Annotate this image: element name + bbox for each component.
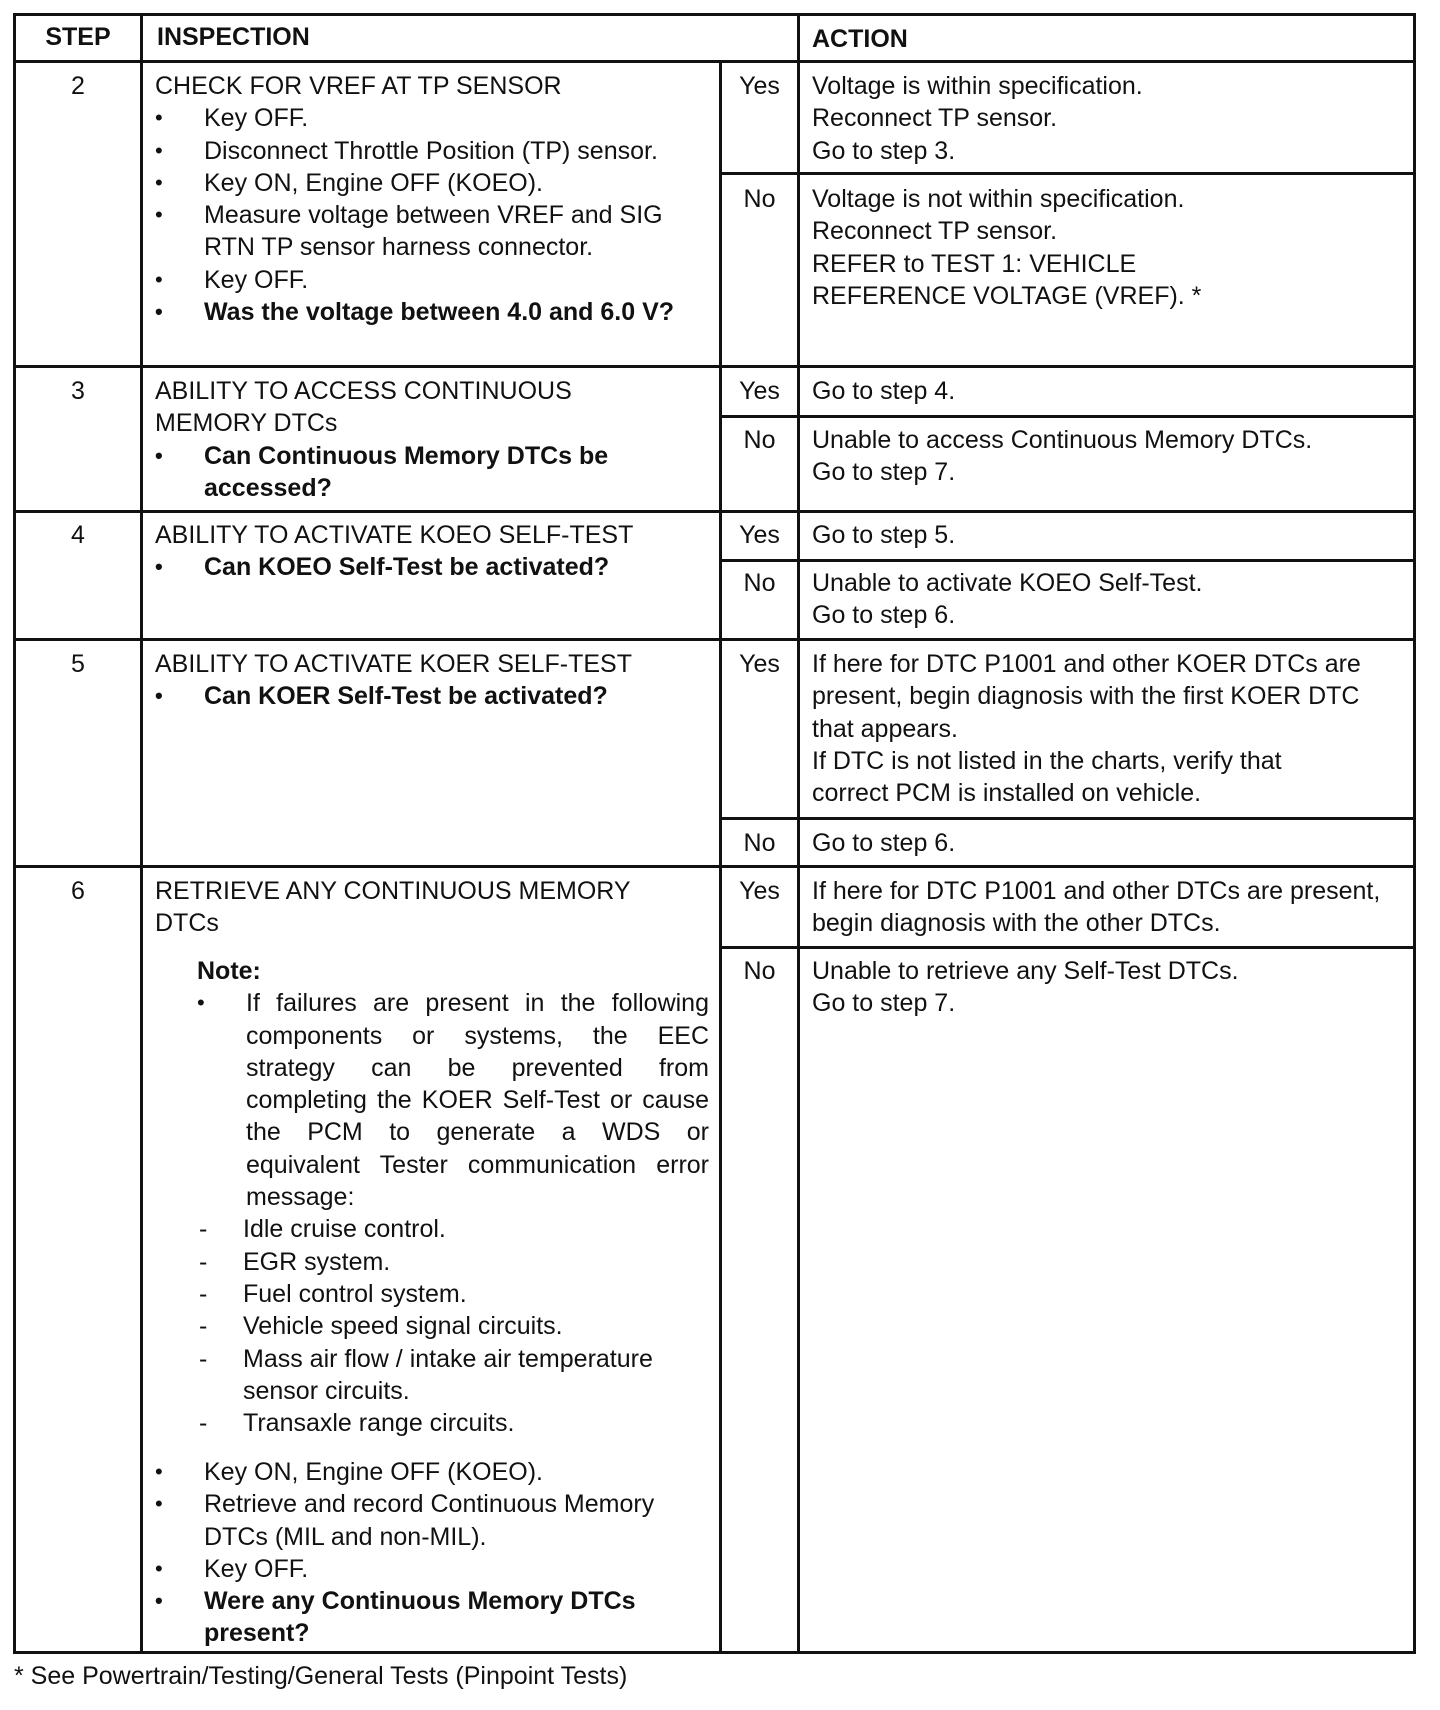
action-line: Go to step 7. bbox=[812, 989, 956, 1018]
list-item: • Key ON, Engine OFF (KOEO). bbox=[155, 1456, 714, 1488]
header-action: ACTION bbox=[812, 25, 908, 53]
footnote: * See Powertrain/Testing/General Tests (Pinpoint Tests) bbox=[14, 1662, 628, 1690]
step-number: 5 bbox=[71, 650, 85, 678]
yes-label: Yes bbox=[739, 377, 780, 405]
question-item: • Was the voltage between 4.0 and 6.0 V? bbox=[155, 296, 719, 328]
rule bbox=[140, 13, 143, 1654]
no-label: No bbox=[743, 185, 776, 213]
no-label: No bbox=[743, 569, 776, 597]
step-number: 2 bbox=[71, 72, 85, 100]
action-line: Unable to retrieve any Self-Test DTCs. bbox=[812, 957, 1239, 985]
no-label: No bbox=[743, 957, 776, 985]
no-action bbox=[812, 827, 955, 859]
inspection-cell bbox=[155, 519, 633, 584]
list-item: - Fuel control system. bbox=[197, 1278, 707, 1310]
inspection-title: CHECK FOR VREF AT TP SENSOR bbox=[155, 72, 562, 100]
list-item: - Vehicle speed signal circuits. bbox=[197, 1310, 707, 1342]
rule bbox=[719, 559, 1416, 562]
note-text: • If failures are present in the following components or systems, the EEC strategy can be prevented from completing the KOER Self-Test or cause the PCM to generate a WDS or equivalent Tester communication error message: bbox=[197, 987, 709, 1213]
action-line: Go to step 6. bbox=[812, 601, 956, 630]
yes-action bbox=[812, 70, 1143, 167]
rule bbox=[13, 365, 1416, 368]
rule bbox=[13, 60, 1416, 63]
action-line: Reconnect TP sensor. bbox=[812, 104, 1058, 133]
action-line: Unable to activate KOEO Self-Test. bbox=[812, 569, 1203, 597]
inspection-cell bbox=[155, 1456, 714, 1650]
rule bbox=[719, 817, 1416, 820]
yes-action bbox=[812, 375, 955, 407]
no-label: No bbox=[743, 426, 776, 454]
inspection-title: ABILITY TO ACTIVATE KOER SELF-TEST bbox=[155, 650, 632, 678]
action-line: Go to step 6. bbox=[812, 829, 956, 857]
note-label: Note: bbox=[197, 957, 261, 985]
action-line: If here for DTC P1001 and other KOER DTCs are present, begin diagnosis with the first KOER DTC that appears. bbox=[812, 650, 1361, 743]
no-action bbox=[812, 424, 1312, 489]
action-line: REFER to TEST 1: VEHICLE REFERENCE VOLTAGE (VREF). * bbox=[812, 249, 1202, 310]
yes-action bbox=[812, 519, 955, 551]
inspection-title: ABILITY TO ACTIVATE KOEO SELF-TEST bbox=[155, 521, 634, 549]
inspection-cell bbox=[155, 70, 719, 328]
list-item: • Retrieve and record Continuous Memory DTCs (MIL and non-MIL). bbox=[155, 1488, 714, 1553]
rule bbox=[719, 172, 1416, 175]
yes-label: Yes bbox=[739, 521, 780, 549]
action-line: If DTC is not listed in the charts, verify that correct PCM is installed on vehicle. bbox=[812, 746, 1282, 808]
list-item: - Transaxle range circuits. bbox=[197, 1407, 707, 1439]
inspection-title: RETRIEVE ANY CONTINUOUS MEMORY DTCs bbox=[155, 877, 631, 938]
header-step: STEP bbox=[45, 23, 111, 51]
no-action bbox=[812, 183, 1257, 312]
note-block bbox=[197, 955, 707, 1439]
action-line: Go to step 5. bbox=[812, 521, 956, 549]
action-line: Go to step 4. bbox=[812, 377, 956, 405]
rule bbox=[797, 13, 800, 1654]
list-item: - Idle cruise control. bbox=[197, 1213, 707, 1245]
list-item: • Key ON, Engine OFF (KOEO). bbox=[155, 167, 719, 199]
list-item: • Measure voltage between VREF and SIG RTN TP sensor harness connector. bbox=[155, 199, 719, 264]
list-item: • Key OFF. bbox=[155, 1553, 714, 1585]
inspection-cell bbox=[155, 648, 632, 713]
rule bbox=[13, 510, 1416, 513]
inspection-cell bbox=[155, 375, 704, 504]
rule bbox=[719, 415, 1416, 418]
no-action bbox=[812, 567, 1202, 632]
step-number: 6 bbox=[71, 877, 85, 905]
yes-action bbox=[812, 648, 1408, 809]
yes-label: Yes bbox=[739, 877, 780, 905]
yes-label: Yes bbox=[739, 72, 780, 100]
action-line: Go to step 7. bbox=[812, 458, 956, 487]
rule bbox=[13, 865, 1416, 868]
action-line: Voltage is not within specification. bbox=[812, 185, 1185, 213]
list-item: • Key OFF. bbox=[155, 102, 719, 134]
rule bbox=[719, 946, 1416, 949]
action-line: Voltage is within specification. bbox=[812, 72, 1143, 100]
action-line: If here for DTC P1001 and other DTCs are present, begin diagnosis with the other DTCs. bbox=[812, 877, 1381, 938]
list-item: • Key OFF. bbox=[155, 264, 719, 296]
action-line: Reconnect TP sensor. bbox=[812, 217, 1058, 246]
rule bbox=[13, 1651, 1416, 1654]
rule bbox=[13, 13, 16, 1654]
yes-action bbox=[812, 875, 1392, 940]
question-item: • Can Continuous Memory DTCs be accessed? bbox=[155, 440, 704, 505]
no-action bbox=[812, 955, 1239, 1020]
header-inspection: INSPECTION bbox=[157, 23, 310, 51]
yes-label: Yes bbox=[739, 650, 780, 678]
step-number: 3 bbox=[71, 377, 85, 405]
rule bbox=[13, 13, 1416, 16]
question-item: • Can KOEO Self-Test be activated? bbox=[155, 551, 633, 583]
action-line: Unable to access Continuous Memory DTCs. bbox=[812, 426, 1313, 454]
rule bbox=[1413, 13, 1416, 1654]
list-item: - EGR system. bbox=[197, 1246, 707, 1278]
question-item: • Were any Continuous Memory DTCs present? bbox=[155, 1585, 714, 1650]
step-number: 4 bbox=[71, 521, 85, 549]
list-item: - Mass air flow / intake air temperature sensor circuits. bbox=[197, 1343, 693, 1408]
list-item: • Disconnect Throttle Position (TP) sensor. bbox=[155, 135, 719, 167]
question-item: • Can KOER Self-Test be activated? bbox=[155, 680, 632, 712]
inspection-title: ABILITY TO ACCESS CONTINUOUS MEMORY DTCs bbox=[155, 377, 572, 438]
rule bbox=[13, 638, 1416, 641]
no-label: No bbox=[743, 829, 776, 857]
action-line: Go to step 3. bbox=[812, 136, 956, 165]
